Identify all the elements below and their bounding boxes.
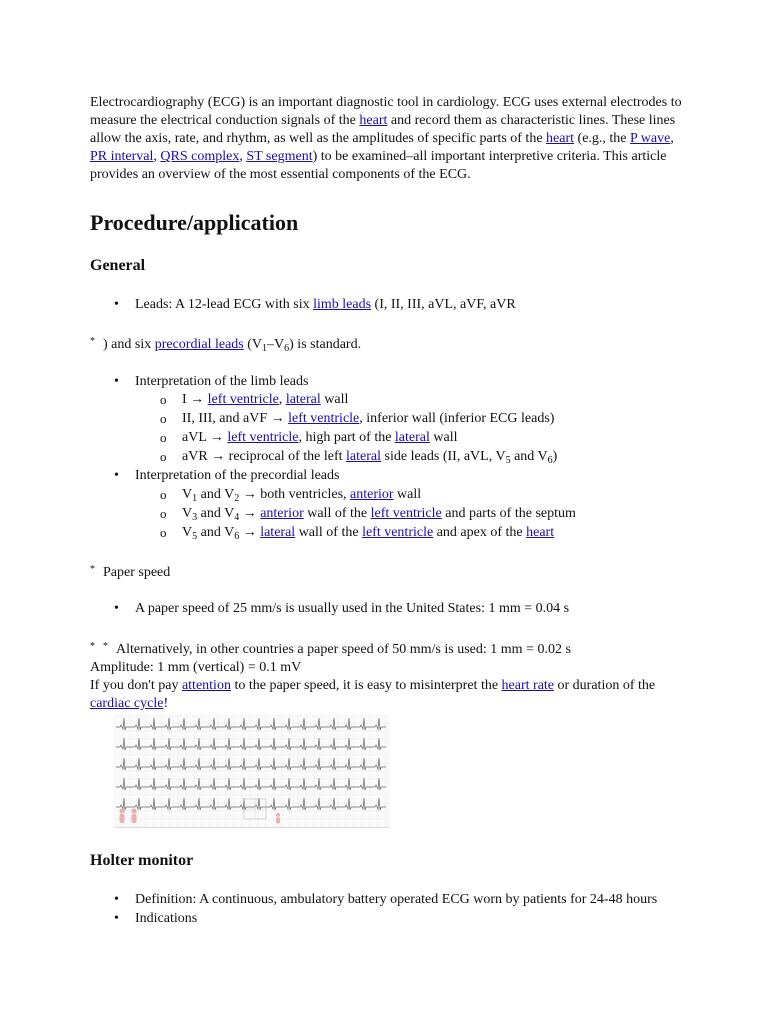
link-st-segment[interactable]: ST segment <box>246 149 313 164</box>
sublist-item: o I → left ventricle, lateral wall <box>90 391 690 409</box>
sublist-item: o $V_1$ and $V_2$ → both ventricles, anterior wall <box>90 486 690 504</box>
link-lateral[interactable]: lateral <box>260 525 296 540</box>
link-lateral[interactable]: lateral <box>346 449 382 464</box>
link-anterior[interactable]: anterior <box>260 506 304 521</box>
heading-procedure: Procedure/application <box>90 210 299 235</box>
link-heart[interactable]: heart <box>546 131 575 146</box>
link-precordial-leads[interactable]: precordial leads <box>154 337 244 352</box>
sublist-item: o $V_5$ and $V_6$ → lateral wall of the left ventricle and apex of the heart <box>90 524 690 542</box>
star-icon: * <box>90 641 95 652</box>
link-left-ventricle[interactable]: left ventricle <box>227 430 299 445</box>
star-icon: * <box>103 641 108 652</box>
link-lateral[interactable]: lateral <box>394 430 430 445</box>
link-left-ventricle[interactable]: left ventricle <box>362 525 434 540</box>
sublist-item: o $V_3$ and $V_4$ → anterior wall of the left ventricle and parts of the septum <box>90 505 690 523</box>
link-left-ventricle[interactable]: left ventricle <box>288 411 360 426</box>
link-lateral[interactable]: lateral <box>285 392 321 407</box>
list-item-precordial-leads: • Interpretation of the precordial leads <box>90 467 690 485</box>
link-attention[interactable]: attention <box>181 678 231 693</box>
link-cardiac-cycle[interactable]: cardiac cycle <box>90 696 164 711</box>
link-qrs-complex[interactable]: QRS complex <box>160 149 240 164</box>
link-heart-rate[interactable]: heart rate <box>501 678 555 693</box>
star-icon: * <box>90 564 95 575</box>
star-icon: * <box>90 336 95 347</box>
link-heart[interactable]: heart <box>526 525 555 540</box>
article <box>90 94 690 928</box>
link-p-wave[interactable]: P wave <box>630 131 671 146</box>
link-anterior[interactable]: anterior <box>350 487 394 502</box>
ecg-image <box>114 715 390 828</box>
amplitude-line: Amplitude: 1 mm (vertical) = 0.1 mV <box>90 660 302 675</box>
sublist-item: o II, III, and aVF → left ventricle, inferior wall (inferior ECG leads) <box>90 410 690 428</box>
alt-speed: * * Alternatively, in other countries a paper speed of 50 mm/s is used: 1 mm = 0.02 s <box>90 638 690 659</box>
sublist-item: o aVR → reciprocal of the left lateral side leads (II, aVL, $V_5$ and $V_6$) <box>90 448 690 466</box>
list-item-limb-leads: • Interpretation of the limb leads <box>90 373 690 391</box>
link-left-ventricle[interactable]: left ventricle <box>370 506 442 521</box>
list-item-leads: • Leads: A 12-lead ECG with six limb leads (I, II, III, aVL, aVF, aVR <box>90 296 690 314</box>
link-left-ventricle[interactable]: left ventricle <box>207 392 279 407</box>
link-limb-leads[interactable]: limb leads <box>313 297 372 312</box>
link-heart[interactable]: heart <box>359 113 388 128</box>
heading-holter: Holter monitor <box>90 852 194 869</box>
paper-speed-heading: * Paper speed <box>90 561 690 582</box>
heading-general: General <box>90 257 146 274</box>
leads-continuation: * ) and six precordial leads $(V_1-V_6)$ is standard. <box>90 333 690 354</box>
link-pr-interval[interactable]: PR interval <box>90 149 154 164</box>
warning-line: If you don't pay attention to the paper speed, it is easy to misinterpret the heart rate or duration of the cardiac cycle! <box>90 678 656 711</box>
list-item-definition: • Definition: A continuous, ambulatory battery operated ECG worn by patients for 24-48 hours <box>90 891 690 909</box>
list-item-indications: • Indications <box>90 910 690 928</box>
intro-paragraph: Electrocardiography (ECG) is an important diagnostic tool in cardiology. ECG uses external electrodes to measure the electrical conduction signals of the heart and record them as characteristic lines. These lines allow the axis, rate, and rhythm, as well as the amplitudes of specific parts of the heart (e.g., the P wave, PR interval, QRS complex, ST segment) to be examined–all important interpretive criteria. This article provides an overview of the most essential components of the ECG. <box>90 95 682 182</box>
sublist-item: o aVL → left ventricle, high part of the lateral wall <box>90 429 690 447</box>
list-item-us-speed: • A paper speed of 25 mm/s is usually used in the United States: 1 mm = 0.04 s <box>90 600 690 618</box>
